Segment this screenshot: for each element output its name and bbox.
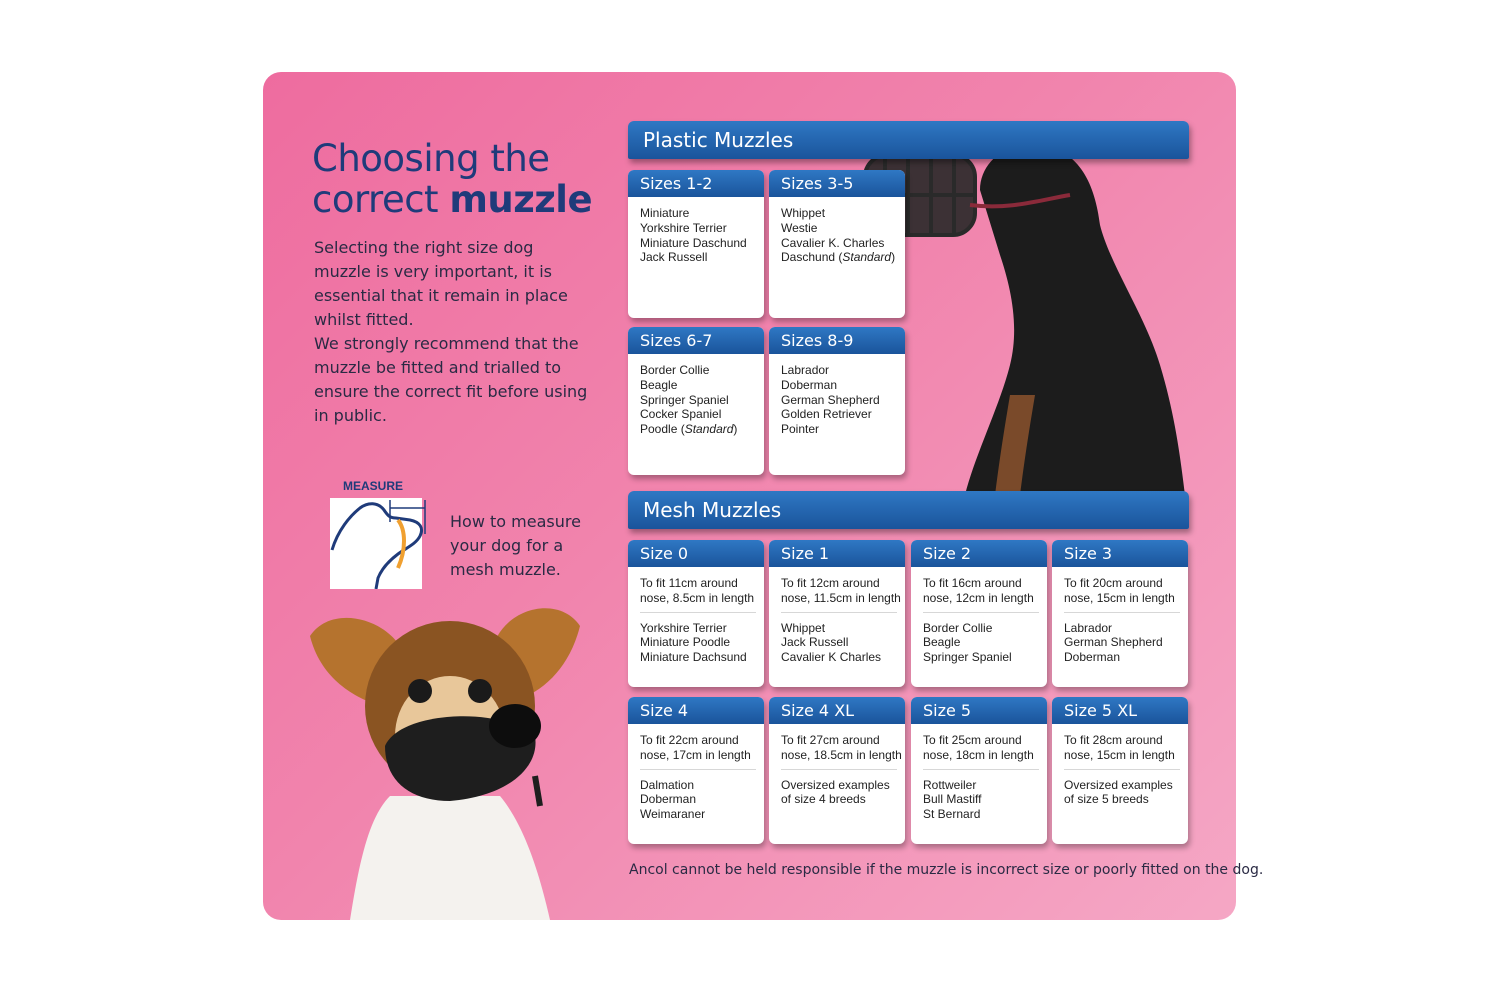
breed-item: Dalmation: [640, 777, 695, 792]
breed-item: Beagle: [640, 377, 678, 392]
mesh-size-card: [769, 540, 905, 687]
breed-list: [628, 197, 764, 265]
breed-item: Oversized examples: [1064, 777, 1173, 792]
plastic-size-title: Sizes 8-9: [769, 327, 905, 354]
breed-item: Whippet: [781, 206, 826, 220]
breed-item: Labrador: [1064, 620, 1113, 635]
breed-item: Border Collie: [923, 620, 993, 635]
breed-item: Jack Russell: [640, 250, 708, 265]
breed-item: Doberman: [640, 792, 697, 807]
mesh-size-title: Size 5 XL: [1052, 697, 1188, 724]
breed-item: St Bernard: [923, 807, 981, 822]
intro-paragraph-1: Selecting the right size dog muzzle is very important, it is essential that it remain in place whilst fitted.: [314, 238, 568, 329]
title-line-2-prefix: correct: [312, 178, 450, 221]
mesh-size-title: Size 3: [1052, 540, 1188, 567]
fit-measurement: [640, 576, 756, 613]
fit-line: nose, 15cm in length: [1064, 590, 1175, 605]
breed-item: Golden Retriever: [781, 407, 872, 422]
breed-item: Weimaraner: [640, 807, 706, 822]
fit-measurement: [640, 733, 756, 770]
fit-measurement: [923, 576, 1039, 613]
measure-diagram-background: [330, 498, 422, 589]
breed-item: Whippet: [781, 620, 826, 635]
dog-plastic-muzzle-image: [860, 115, 1190, 495]
disclaimer: Ancol cannot be held responsible if the muzzle is incorrect size or poorly fitted on the dog.: [629, 862, 1264, 878]
breed-item: Miniature Poodle: [640, 635, 731, 650]
plastic-size-title: Sizes 3-5: [769, 170, 905, 197]
mesh-card-body: [769, 567, 905, 665]
breed-item: Springer Spaniel: [923, 650, 1012, 665]
plastic-size-card: [628, 170, 764, 318]
breed-item: Beagle: [923, 635, 961, 650]
breed-item: Doberman: [1064, 650, 1121, 665]
intro-paragraph-2: We strongly recommend that the muzzle be fitted and trialled to ensure the correct fit before using in public.: [314, 334, 588, 425]
plastic-size-title: Sizes 6-7: [628, 327, 764, 354]
fit-line: nose, 8.5cm in length: [640, 590, 755, 605]
mesh-card-body: [769, 724, 905, 807]
plastic-size-title: Sizes 1-2: [628, 170, 764, 197]
mesh-size-card: [628, 697, 764, 844]
page-title: [312, 138, 592, 220]
breed-item: Rottweiler: [923, 777, 977, 792]
mesh-size-title: Size 4: [628, 697, 764, 724]
breed-item: German Shepherd: [1064, 635, 1163, 650]
mesh-size-title: Size 5: [911, 697, 1047, 724]
fit-line: nose, 18cm in length: [923, 747, 1034, 762]
dog-mesh-muzzle-image: [300, 596, 585, 920]
fit-line: nose, 11.5cm in length: [781, 590, 901, 605]
mesh-size-title: Size 0: [628, 540, 764, 567]
measure-text: How to measure your dog for a mesh muzzle.: [450, 512, 581, 579]
breed-item: Miniature: [640, 206, 690, 220]
breed-item: Miniature Daschund: [640, 235, 747, 250]
plastic-size-card: [628, 327, 764, 475]
fit-line: nose, 12cm in length: [923, 590, 1034, 605]
mesh-card-body: [911, 567, 1047, 665]
fit-line: nose, 17cm in length: [640, 747, 751, 762]
fit-line: To fit 22cm around: [640, 733, 739, 747]
mesh-card-body: [628, 724, 764, 822]
mesh-size-card: [911, 540, 1047, 687]
title-line-2-bold: muzzle: [449, 178, 593, 221]
mesh-size-card: [1052, 697, 1188, 844]
fit-line: nose, 15cm in length: [1064, 747, 1175, 762]
breed-item: Cavalier K Charles: [781, 650, 882, 665]
mesh-size-card: [628, 540, 764, 687]
fit-measurement: [1064, 576, 1180, 613]
mesh-size-title: Size 2: [911, 540, 1047, 567]
mesh-card-body: [911, 724, 1047, 822]
mesh-size-card: [1052, 540, 1188, 687]
breed-item: German Shepherd: [781, 392, 880, 407]
breed-item: Border Collie: [640, 363, 710, 377]
fit-line: To fit 11cm around: [640, 576, 738, 590]
mesh-size-title: Size 1: [769, 540, 905, 567]
plastic-size-card: [769, 327, 905, 475]
fit-line: To fit 25cm around: [923, 733, 1022, 747]
breed-list: [769, 197, 905, 265]
breed-item: Jack Russell: [781, 635, 849, 650]
breed-item: Doberman: [781, 377, 838, 392]
fit-line: nose, 18.5cm in length: [781, 747, 902, 762]
breed-item: Labrador: [781, 363, 830, 377]
breed-list: [769, 354, 905, 437]
mesh-muzzles-heading: Mesh Muzzles: [628, 491, 1189, 529]
breed-qualifier: Standard: [842, 250, 892, 265]
breed-item: Bull Mastiff: [923, 792, 982, 807]
fit-line: To fit 20cm around: [1064, 576, 1163, 590]
fit-measurement: [781, 733, 902, 770]
fit-line: To fit 28cm around: [1064, 733, 1163, 747]
breed-item: Cavalier K. Charles: [781, 235, 885, 250]
fit-measurement: [1064, 733, 1180, 770]
breed-item: Yorkshire Terrier: [640, 220, 727, 235]
breed-item: Springer Spaniel: [640, 392, 729, 407]
breed-item: of size 5 breeds: [1064, 792, 1149, 807]
mesh-size-card: [911, 697, 1047, 844]
fit-measurement: [781, 576, 901, 613]
plastic-size-card: [769, 170, 905, 318]
breed-item: Westie: [781, 220, 818, 235]
breed-item: Miniature Dachsund: [640, 650, 747, 665]
fit-line: To fit 12cm around: [781, 576, 880, 590]
fit-measurement: [923, 733, 1039, 770]
breed-item: Yorkshire Terrier: [640, 620, 727, 635]
mesh-size-title: Size 4 XL: [769, 697, 905, 724]
fit-line: To fit 27cm around: [781, 733, 880, 747]
title-line-1: Choosing the: [312, 137, 550, 180]
breed-item: Poodle (Standard): [640, 422, 738, 437]
mesh-card-body: [1052, 567, 1188, 665]
breed-list: [628, 354, 764, 437]
breed-item: Oversized examples: [781, 777, 890, 792]
fit-line: To fit 16cm around: [923, 576, 1022, 590]
intro-text: [314, 236, 594, 428]
breed-item: Pointer: [781, 422, 820, 437]
measure-label: MEASURE: [342, 479, 404, 493]
mesh-card-body: [628, 567, 764, 665]
breed-item: Daschund (Standard): [781, 250, 896, 265]
measure-diagram: [330, 478, 430, 589]
breed-item: Cocker Spaniel: [640, 407, 722, 422]
breed-item: of size 4 breeds: [781, 792, 866, 807]
breed-qualifier: Standard: [684, 422, 734, 437]
mesh-size-card: [769, 697, 905, 844]
mesh-card-body: [1052, 724, 1188, 807]
plastic-muzzles-heading: Plastic Muzzles: [628, 121, 1189, 159]
